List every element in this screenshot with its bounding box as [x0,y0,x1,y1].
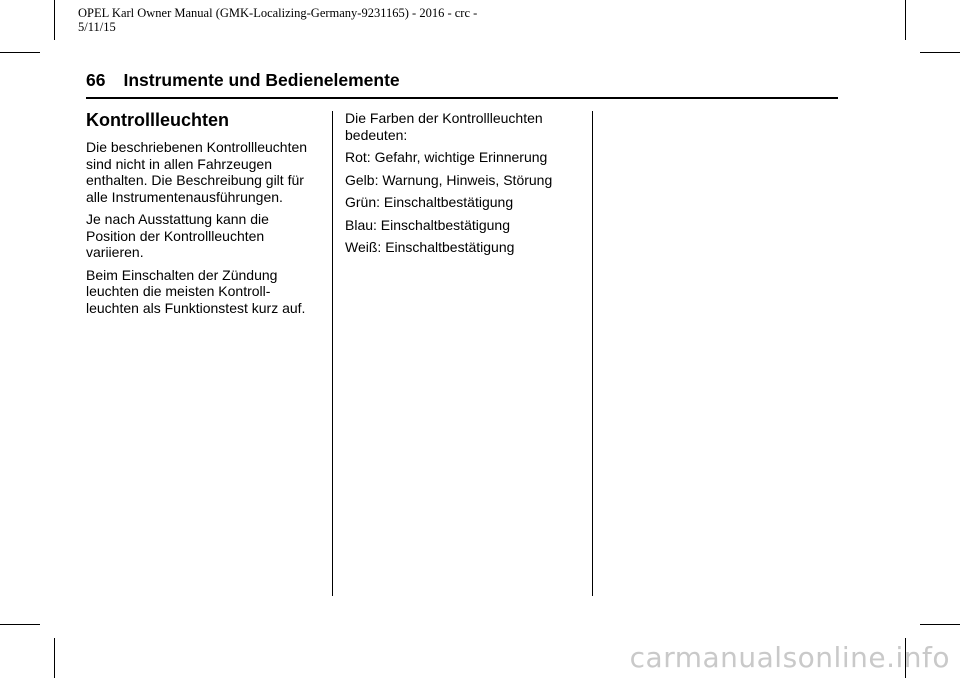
column-left [86,109,322,322]
column-divider-2 [592,111,593,596]
text-line: Beim Einschalten der Zündung [86,266,278,283]
text-line: leuchten als Funktionstest kurz auf. [86,299,306,316]
column-right [345,110,581,262]
paragraph [86,211,322,261]
color-meaning-item: Weiß: Einschaltbestätigung [345,239,515,255]
running-head [86,70,400,91]
text-line: bedeuten: [345,126,408,143]
color-meaning-item: Blau: Einschaltbestätigung [345,216,510,233]
crop-mark-bottom-left-vertical [54,638,55,678]
text-line: leuchten die meisten Kontroll- [86,283,271,299]
paragraph [86,139,322,205]
print-slug-line-2: 5/11/15 [78,20,116,34]
color-meaning-item: Rot: Gefahr, wichtige Erinnerung [345,149,548,165]
text-line: Die beschriebenen Kontrollleuchten [86,139,308,155]
section-title: Kontrollleuchten [86,110,229,130]
print-slug [78,6,477,34]
paragraph [86,267,322,317]
color-meaning-item: Grün: Einschaltbestätigung [345,194,514,210]
text-line: variieren. [86,244,144,260]
text-line: Die Farben der Kontrollleuchten [345,110,543,126]
print-slug-line-1: OPEL Karl Owner Manual (GMK-Localizing-Germany-9231165) - 2016 - crc - [78,6,478,20]
text-line: Je nach Ausstattung kann die [86,211,269,227]
text-line: Position der Kontrollleuchten [86,227,265,244]
color-meaning-item: Gelb: Warnung, Hinweis, Störung [345,171,553,188]
text-line: enthalten. Die Beschreibung gilt für [86,172,304,188]
chapter-title: Instrumente und Bedienelemente [123,70,400,90]
crop-mark-bottom-left-horizontal [0,624,40,625]
crop-mark-top-left-vertical [54,0,55,40]
watermark: carmanualsonline.info [629,641,950,674]
page-number: 66 [86,70,106,90]
crop-mark-bottom-right-horizontal [920,624,960,625]
header-rule [86,97,838,99]
crop-mark-top-right-vertical [905,0,906,40]
crop-mark-top-left-horizontal [0,52,40,53]
text-line: sind nicht in allen Fahrzeugen [86,155,273,172]
column-divider-1 [332,111,333,596]
crop-mark-top-right-horizontal [920,52,960,53]
paragraph [345,110,581,143]
text-line: alle Instrumentenausführungen. [86,188,283,205]
